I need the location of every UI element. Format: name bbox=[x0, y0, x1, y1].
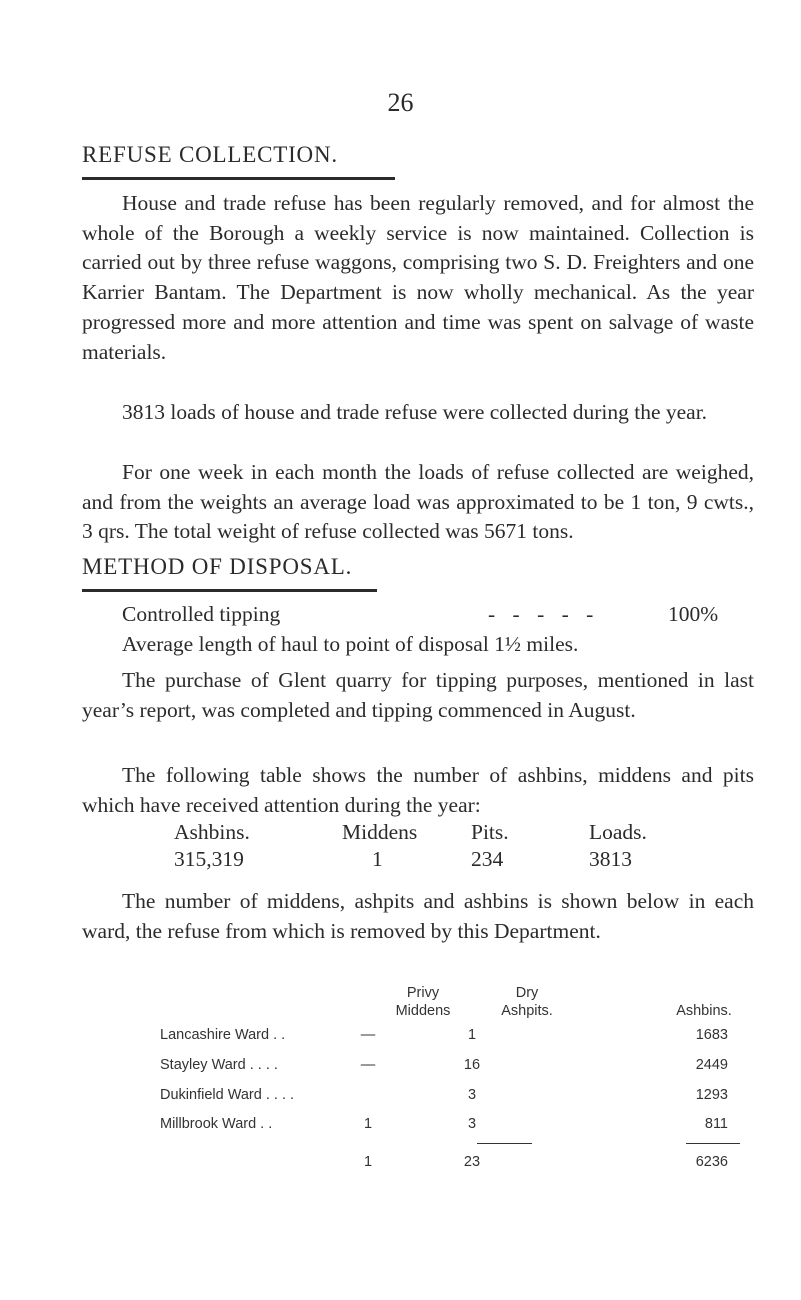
privy-middens-value: 1 bbox=[363, 1116, 373, 1132]
tipping-label: Controlled tipping bbox=[122, 602, 281, 626]
total-ashbins: 6236 bbox=[695, 1154, 728, 1170]
ashpits-value: 1 bbox=[467, 1027, 477, 1043]
summary-value-ashbins: 315,319 bbox=[174, 847, 244, 871]
ward-name: Dukinfield Ward . . . . bbox=[160, 1087, 295, 1103]
ward-name: Millbrook Ward . . bbox=[160, 1116, 273, 1132]
ashbins-value: 811 bbox=[704, 1116, 728, 1132]
privy-middens-value: — bbox=[360, 1027, 376, 1043]
paragraph-ward-intro: The number of middens, ashpits and ashbins is shown below in each ward, the refuse from which is removed by this Department. bbox=[82, 889, 754, 943]
ashpits-value: 16 bbox=[463, 1057, 481, 1073]
totals-row bbox=[160, 1154, 750, 1174]
table-row bbox=[160, 1027, 750, 1047]
heading-underline bbox=[82, 589, 377, 592]
table-row bbox=[160, 1087, 750, 1107]
ward-name: Lancashire Ward . . bbox=[160, 1027, 286, 1043]
header-dry-ashpits: Dry Ashpits. bbox=[501, 985, 553, 1019]
ashbins-value: 2449 bbox=[695, 1057, 728, 1073]
summary-value-pits: 234 bbox=[471, 847, 504, 871]
tipping-dashes: - - - - - bbox=[488, 602, 600, 626]
method-of-disposal-heading: METHOD OF DISPOSAL. bbox=[82, 554, 353, 579]
page-number: 26 bbox=[387, 88, 414, 117]
summary-value-loads: 3813 bbox=[589, 847, 632, 871]
summary-value-middens: 1 bbox=[372, 847, 383, 871]
ashpits-value: 3 bbox=[467, 1087, 477, 1103]
table-row bbox=[160, 1116, 750, 1136]
total-ashpits: 23 bbox=[463, 1154, 481, 1170]
summary-header-loads: Loads. bbox=[589, 820, 647, 844]
table-row bbox=[160, 1057, 750, 1077]
paragraph-table-intro: The following table shows the number of ashbins, middens and pits which have received attention during the year: bbox=[82, 763, 754, 817]
summary-header-middens: Middens bbox=[342, 820, 418, 844]
haul-length-line: Average length of haul to point of disposal 1½ miles. bbox=[122, 632, 579, 656]
summary-header-ashbins: Ashbins. bbox=[174, 820, 250, 844]
refuse-collection-heading: REFUSE COLLECTION. bbox=[82, 142, 338, 167]
paragraph-loads: 3813 loads of house and trade refuse were collected during the year. bbox=[122, 400, 708, 424]
ashbins-value: 1293 bbox=[695, 1087, 728, 1103]
summary-header-pits: Pits. bbox=[471, 820, 509, 844]
total-rule-ashbins bbox=[686, 1143, 740, 1144]
paragraph-glent-quarry: The purchase of Glent quarry for tipping purposes, mentioned in last year’s report, was completed and tipping commenced in August. bbox=[82, 668, 754, 722]
privy-middens-value: — bbox=[360, 1057, 376, 1073]
total-rule-ashpits bbox=[477, 1143, 532, 1144]
total-privy-middens: 1 bbox=[363, 1154, 373, 1170]
ashpits-value: 3 bbox=[467, 1116, 477, 1132]
header-privy-middens: Privy Middens bbox=[395, 985, 451, 1019]
ashbins-value: 1683 bbox=[695, 1027, 728, 1043]
paragraph-weights: For one week in each month the loads of refuse collected are weighed, and from the weights an average load was approximated to be 1 ton, 9 cwts., 3 qrs. The total weight of refuse collected was 5671 tons. bbox=[82, 460, 754, 544]
heading-underline bbox=[82, 177, 395, 180]
paragraph-collection: House and trade refuse has been regularly removed, and for almost the whole of the Borough a weekly service is now maintained. Collection is carried out by three refuse waggons, comprising two S. D. Freighters and one Karrier Bantam. The Department is now wholly mechanical. As the year progressed more and more attention and time was spent on salvage of waste materials. bbox=[82, 191, 754, 364]
header-ashbins: Ashbins. bbox=[676, 1003, 732, 1019]
ward-name: Stayley Ward . . . . bbox=[160, 1057, 278, 1073]
tipping-value: 100% bbox=[668, 602, 719, 626]
